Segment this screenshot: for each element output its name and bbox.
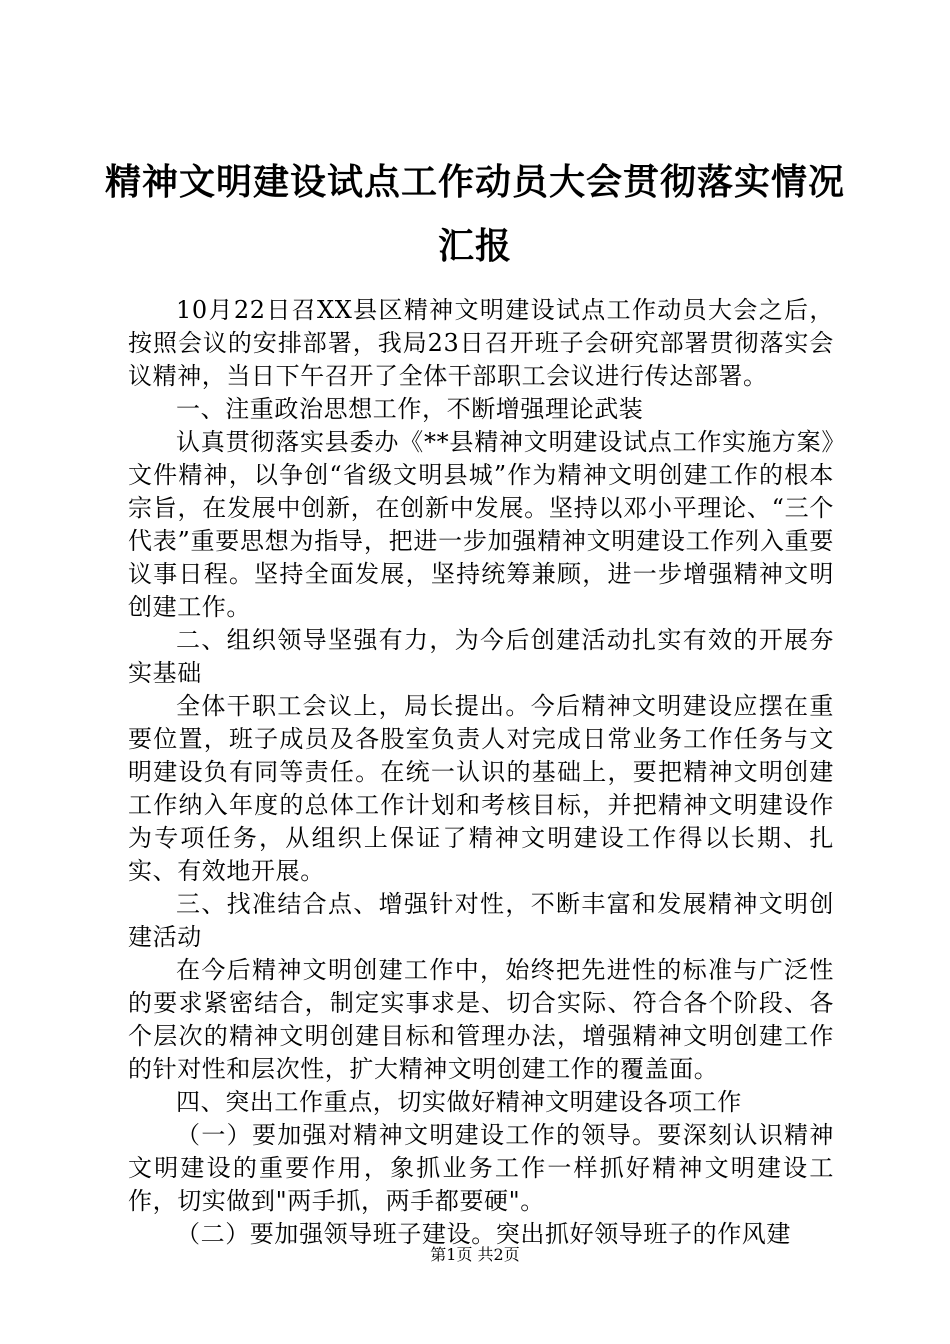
paragraph-section-3: 在今后精神文明创建工作中，始终把先进性的标准与广泛性的要求紧密结合，制定实事求是、切合实际、符合各个阶段、各个层次的精神文明创建目标和管理办法，增强精神文明创建工作的针对性和层次性，扩大精神文明创建工作的覆盖面。 xyxy=(128,956,834,1083)
page-footer: 第1页 共2页 xyxy=(430,1245,520,1264)
paragraph-subitem-2: （二）要加强领导班子建设。突出抓好领导班子的作风建 xyxy=(176,1220,791,1248)
section-heading-4: 四、突出工作重点，切实做好精神文明建设各项工作 xyxy=(176,1088,742,1116)
section-heading-3: 三、找准结合点、增强针对性，不断丰富和发展精神文明创建活动 xyxy=(128,890,834,951)
paragraph-section-1: 认真贯彻落实县委办《**县精神文明建设试点工作实施方案》文件精神，以争创“省级文明县城”作为精神文明创建工作的根本宗旨，在发展中创新，在创新中发展。坚持以邓小平理论、“三个代表”重要思想为指导，把进一步加强精神文明建设工作列入重要议事日程。坚持全面发展，坚持统筹兼顾，进一步增强精神文明创建工作。 xyxy=(128,428,834,621)
section-heading-1: 一、注重政治思想工作，不断增强理论武装 xyxy=(176,395,644,423)
paragraph-section-2: 全体干职工会议上，局长提出。今后精神文明建设应摆在重要位置，班子成员及各股室负责人对完成日常业务工作任务与文明建设负有同等责任。在统一认识的基础上，要把精神文明创建工作纳入年度的总体工作计划和考核目标，并把精神文明建设作为专项任务，从组织上保证了精神文明建设工作得以长期、扎实、有效地开展。 xyxy=(128,692,834,885)
document-body xyxy=(128,294,834,1251)
document-title-line-1: 精神文明建设试点工作动员大会贯彻落实情况 xyxy=(104,161,845,203)
paragraph-subitem-1: （一）要加强对精神文明建设工作的领导。要深刻认识精神文明建设的重要作用，象抓业务工作一样抓好精神文明建设工作，切实做到"两手抓，两手都要硬"。 xyxy=(128,1121,834,1215)
document-title-line-2: 汇报 xyxy=(437,225,512,267)
section-heading-2: 二、组织领导坚强有力，为今后创建活动扎实有效的开展夯实基础 xyxy=(128,626,834,687)
paragraph-intro: 10月22日召XX县区精神文明建设试点工作动员大会之后，按照会议的安排部署，我局23日召开班子会研究部署贯彻落实会议精神，当日下午召开了全体干部职工会议进行传达部署。 xyxy=(128,296,834,390)
